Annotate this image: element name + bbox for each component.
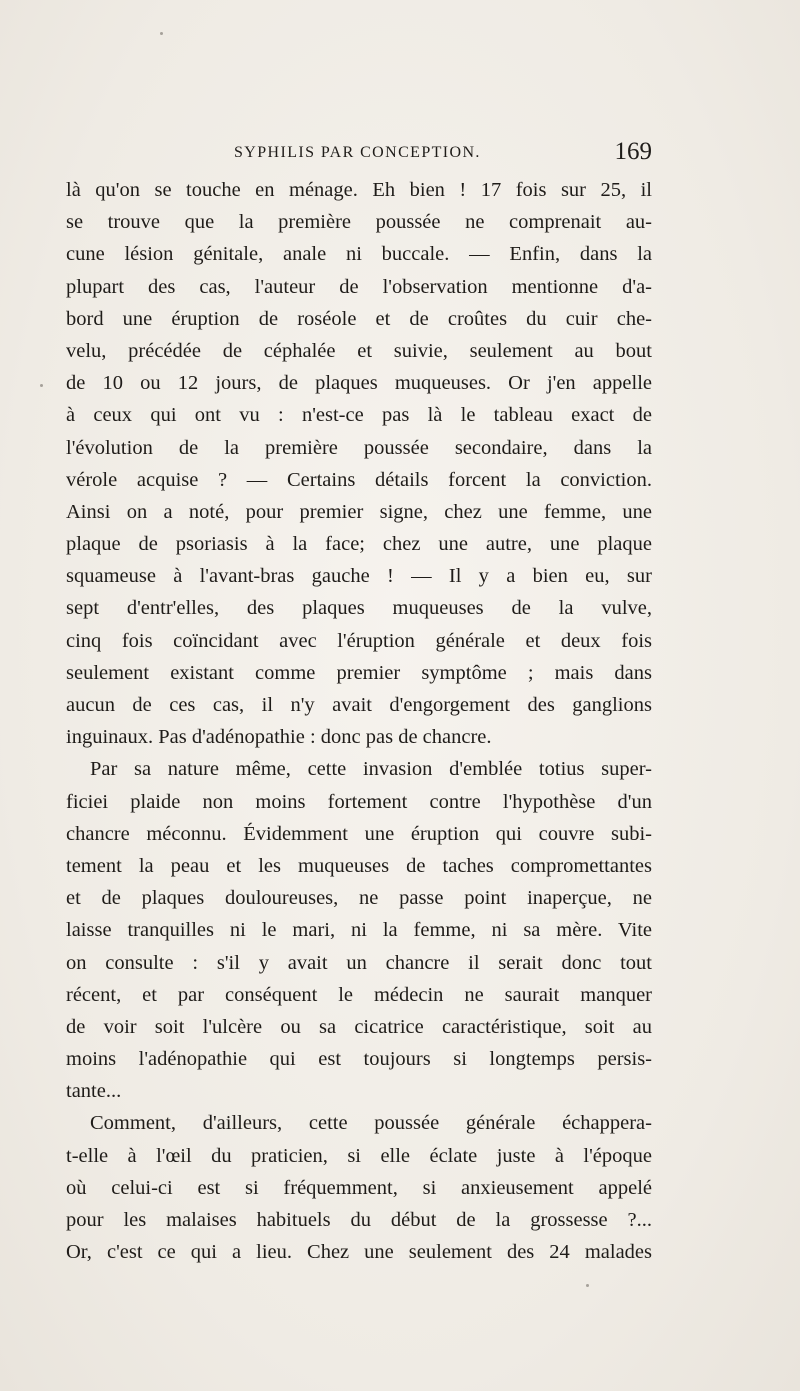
text-line: plaque de psoriasis à la face; chez une autre, une plaque <box>66 533 652 556</box>
text-line: aucun de ces cas, il n'y avait d'engorgement des ganglions <box>66 694 652 716</box>
text-line: cinq fois coïncidant avec l'éruption générale et deux fois <box>66 629 652 652</box>
text-line: à ceux qui ont vu : n'est-ce pas là le tableau exact de <box>66 404 652 427</box>
paper-speck <box>40 384 43 387</box>
text-line: Comment, d'ailleurs, cette poussée générale échappera- <box>90 1112 652 1135</box>
paper-speck <box>160 32 163 35</box>
text-line: Ainsi on a noté, pour premier signe, chez une femme, une <box>66 500 652 523</box>
text-line: velu, précédée de céphalée et suivie, seulement au bout <box>66 339 652 362</box>
text-line: chancre méconnu. Évidemment une éruption qui couvre subi- <box>66 822 652 845</box>
paper-speck <box>586 1284 589 1287</box>
text-line: tement la peau et les muqueuses de taches compromettantes <box>66 854 652 877</box>
text-line: ficiei plaide non moins fortement contre l'hypothèse d'un <box>66 790 652 813</box>
text-line: l'évolution de la première poussée secondaire, dans la <box>66 436 652 459</box>
text-line: plupart des cas, l'auteur de l'observation mentionne d'a- <box>66 275 652 298</box>
text-line: Par sa nature même, cette invasion d'emblée totius super- <box>90 758 652 781</box>
text-line: tante... <box>66 1080 122 1103</box>
text-line: inguinaux. Pas d'adénopathie : donc pas de chancre. <box>66 726 492 749</box>
text-line: squameuse à l'avant-bras gauche ! — Il y a bien eu, sur <box>66 565 652 588</box>
running-title: SYPHILIS PAR CONCEPTION. <box>234 144 481 161</box>
text-line: de 10 ou 12 jours, de plaques muqueuses. Or j'en appelle <box>66 372 652 395</box>
body-text <box>66 174 652 1268</box>
text-line: de voir soit l'ulcère ou sa cicatrice caractéristique, soit au <box>66 1015 652 1038</box>
text-line: t-elle à l'œil du praticien, si elle éclate juste à l'époque <box>66 1144 652 1167</box>
text-line: moins l'adénopathie qui est toujours si longtemps persis- <box>66 1048 652 1071</box>
text-line: se trouve que la première poussée ne comprenait au- <box>66 211 652 234</box>
text-line: bord une éruption de roséole et de croûtes du cuir che- <box>66 307 652 330</box>
text-line: vérole acquise ? — Certains détails forcent la conviction. <box>66 468 652 491</box>
page-number: 169 <box>614 138 652 165</box>
text-line: sept d'entr'elles, des plaques muqueuses de la vulve, <box>66 597 652 620</box>
text-line: et de plaques douloureuses, ne passe point inaperçue, ne <box>66 887 652 910</box>
text-line: pour les malaises habituels du début de la grossesse ?... <box>66 1209 652 1231</box>
text-line: là qu'on se touche en ménage. Eh bien ! 17 fois sur 25, il <box>66 179 652 201</box>
running-head <box>66 138 652 168</box>
text-line: où celui-ci est si fréquemment, si anxieusement appelé <box>66 1176 652 1199</box>
text-line: cune lésion génitale, anale ni buccale. — Enfin, dans la <box>66 243 652 266</box>
text-line: récent, et par conséquent le médecin ne saurait manquer <box>66 983 652 1006</box>
text-line: seulement existant comme premier symptôme ; mais dans <box>66 661 652 684</box>
text-line: laisse tranquilles ni le mari, ni la femme, ni sa mère. Vite <box>66 919 652 942</box>
text-line: on consulte : s'il y avait un chancre il serait donc tout <box>66 951 652 974</box>
text-line: Or, c'est ce qui a lieu. Chez une seulement des 24 malades <box>66 1241 652 1264</box>
